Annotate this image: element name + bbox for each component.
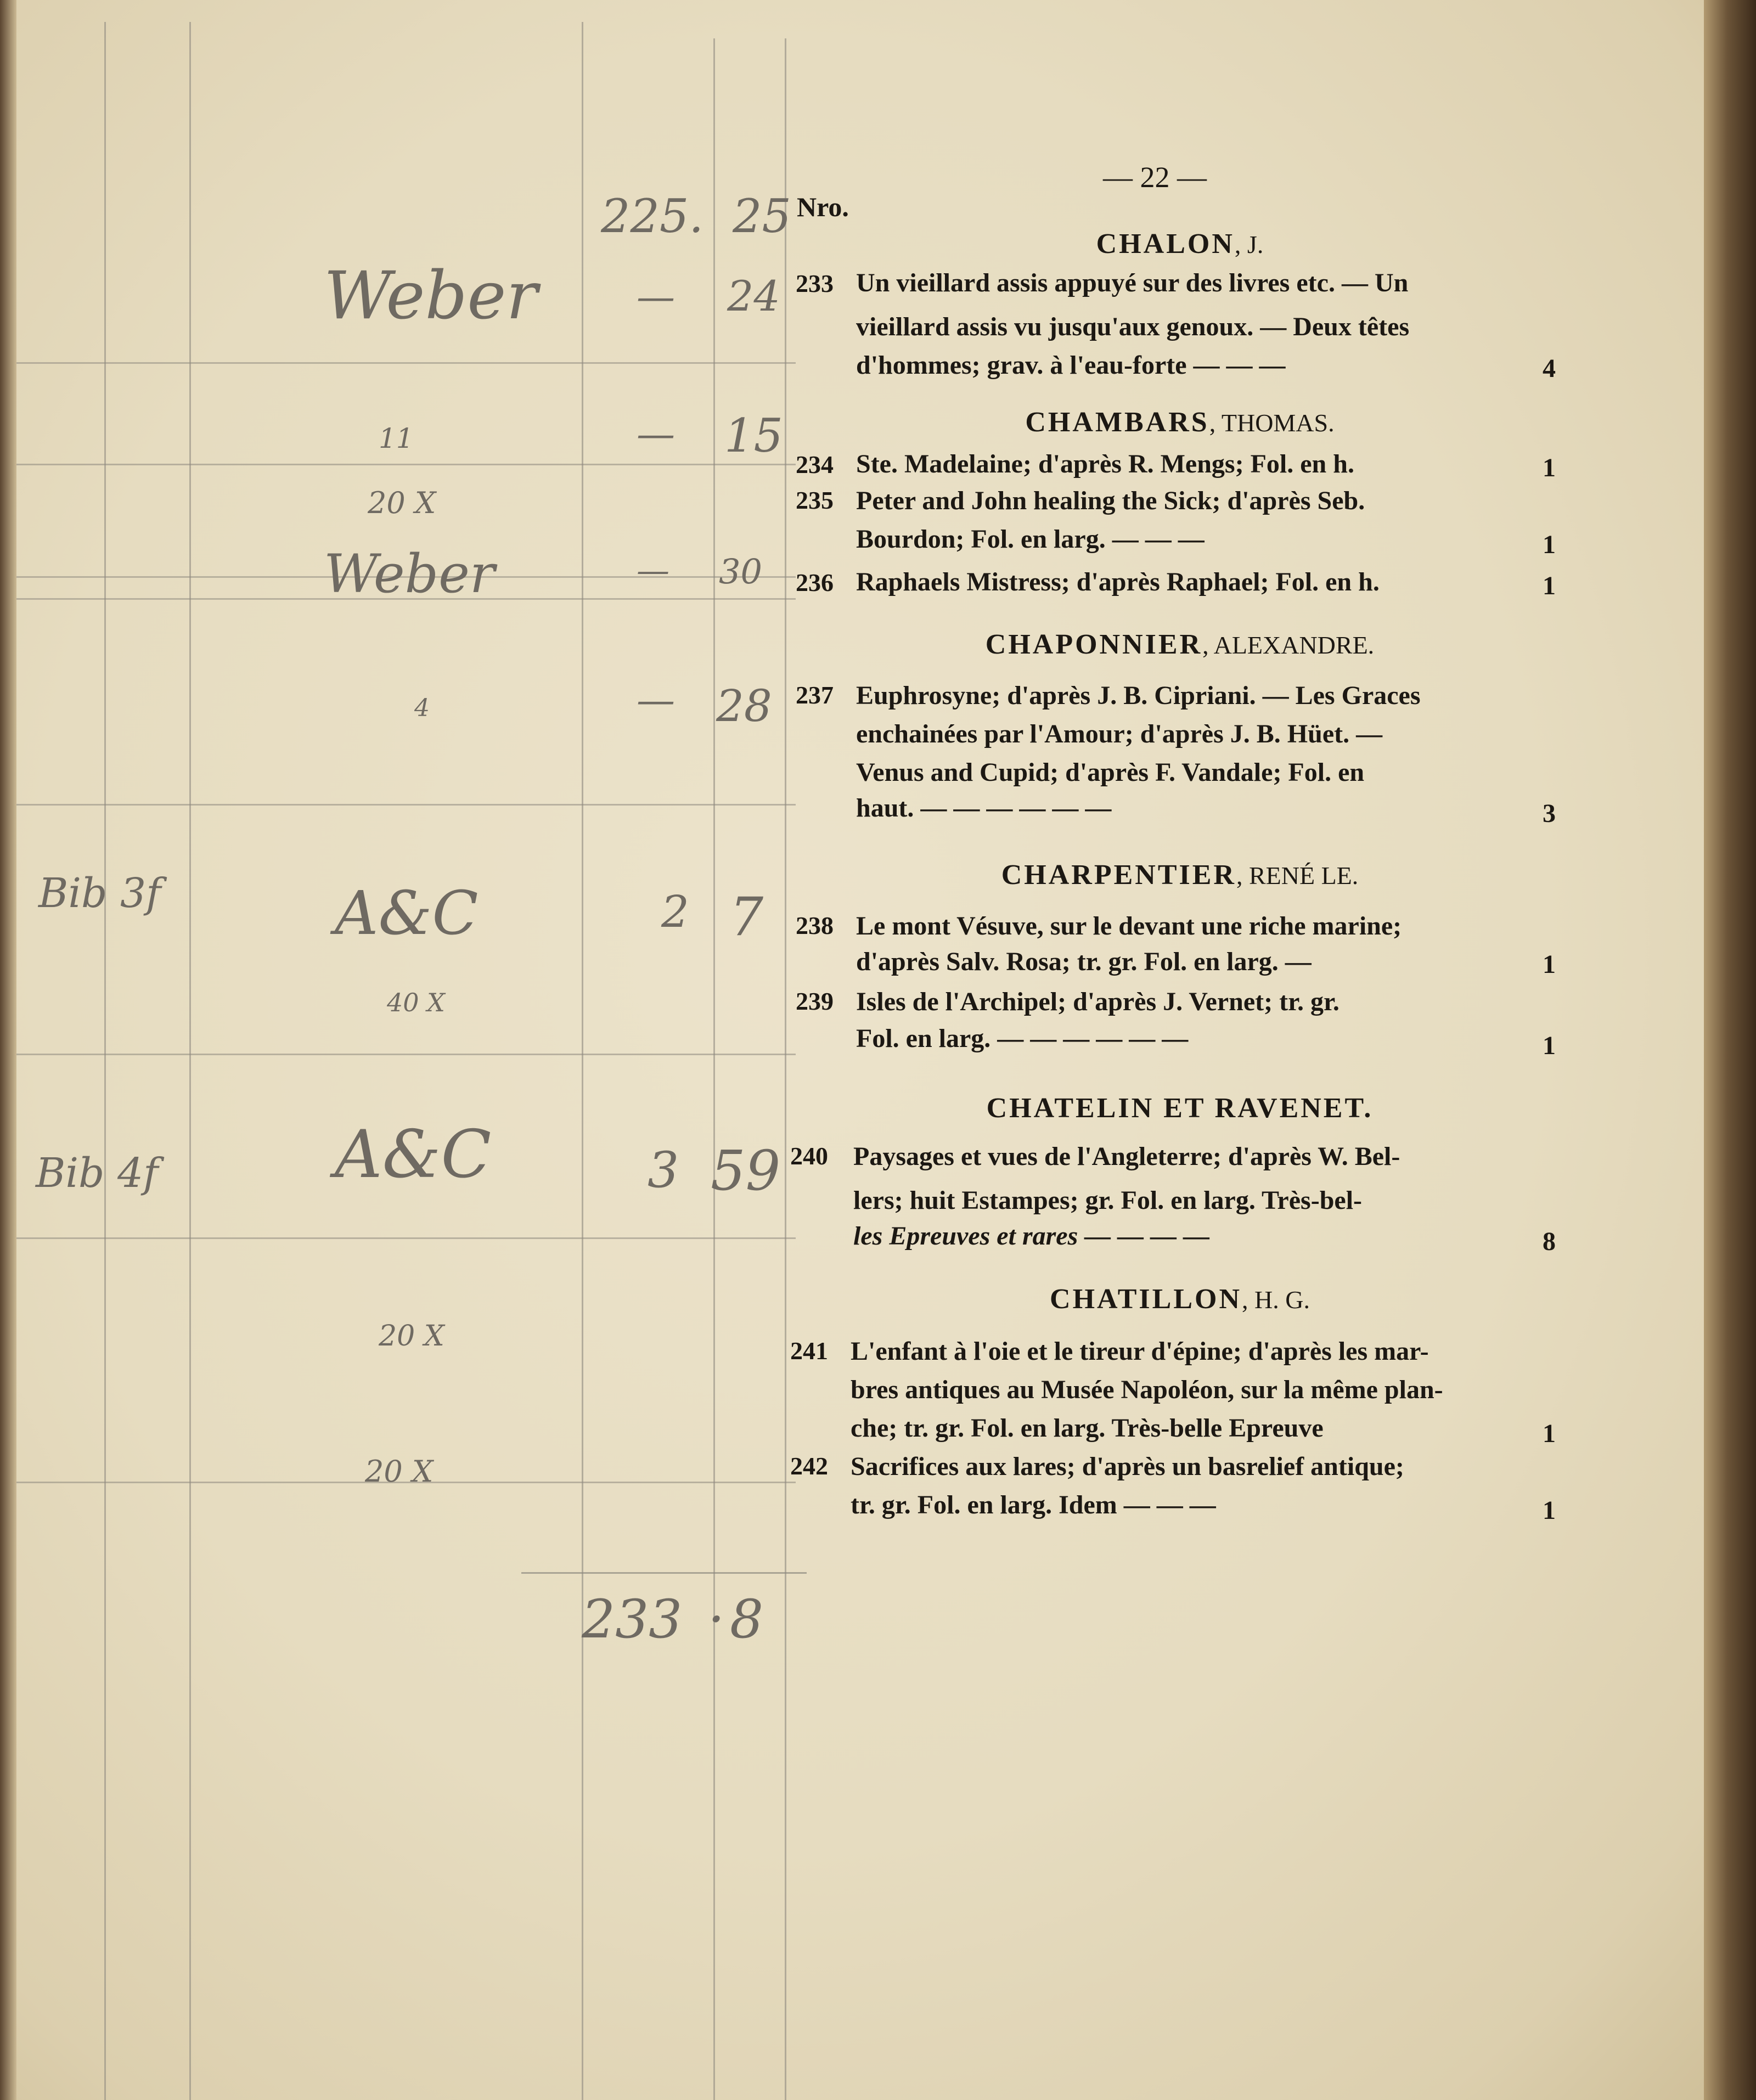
ledger-note: 20 X — [368, 486, 436, 520]
entry-number: 242 — [790, 1452, 828, 1480]
book-spine-edge — [1704, 0, 1756, 2100]
page-left-edge — [0, 0, 16, 2100]
entry-quantity: 1 — [1543, 1031, 1556, 1060]
ledger-c1: — — [637, 551, 669, 590]
ledger-c2: 30 — [719, 551, 762, 592]
ledger-top-left: 225. — [601, 189, 704, 243]
total-rule — [521, 1572, 807, 1574]
nro-label: Nro. — [797, 192, 849, 222]
page-number: — 22 — — [1103, 161, 1207, 194]
entry-line: enchainées par l'Amour; d'après J. B. Hüet. — — [856, 719, 1383, 748]
entry-line: Un vieillard assis appuyé sur des livres etc. — Un — [856, 268, 1409, 297]
ledger-rule — [16, 1054, 796, 1055]
entry-line: Isles de l'Archipel; d'après J. Vernet; tr. gr. — [856, 987, 1339, 1016]
entry-line: tr. gr. Fol. en larg. Idem — — — — [851, 1490, 1216, 1519]
ledger-c2: 28 — [716, 680, 772, 731]
entry-line: Paysages et vues de l'Angleterre; d'après W. Bel- — [853, 1142, 1400, 1171]
entry-number: 234 — [796, 451, 834, 478]
entry-line: Ste. Madelaine; d'après R. Mengs; Fol. en h. — [856, 449, 1354, 478]
entry-line: vieillard assis vu jusqu'aux genoux. — Deux têtes — [856, 312, 1410, 341]
entry-quantity: 1 — [1543, 1496, 1556, 1525]
entry-number: 241 — [790, 1337, 828, 1365]
ledger-total-dot: · — [708, 1589, 725, 1650]
ledger-bib: Bib 3f — [38, 870, 161, 917]
entry-number: 238 — [796, 911, 834, 939]
ledger-rule — [16, 1237, 796, 1239]
entry-line: Venus and Cupid; d'après F. Vandale; Fol. en — [856, 758, 1365, 787]
ledger-c2: 7 — [730, 886, 764, 948]
ledger-note: 11 — [379, 423, 414, 454]
ledger-total-left: 233 — [582, 1589, 683, 1650]
ledger-name: Weber — [324, 258, 538, 334]
ledger-note: 4 — [414, 694, 430, 722]
entry-quantity: 3 — [1543, 799, 1556, 828]
entry-line: Fol. en larg. — — — — — — — [856, 1024, 1189, 1053]
entry-quantity: 1 — [1543, 950, 1556, 979]
ledger-name: A&C — [335, 1117, 492, 1193]
section-heading: CHALON, J. — [1096, 228, 1264, 260]
ledger-rule — [713, 38, 715, 2100]
ledger-c1: — — [637, 412, 675, 457]
ledger-name: A&C — [335, 878, 479, 948]
entry-line: d'après Salv. Rosa; tr. gr. Fol. en larg. — — [856, 947, 1312, 976]
entry-line: bres antiques au Musée Napoléon, sur la même plan- — [851, 1375, 1443, 1404]
ledger-rule — [16, 362, 796, 364]
ledger-c1: — — [637, 274, 675, 319]
ledger-rule — [582, 22, 583, 2100]
ledger-c2: 59 — [711, 1139, 781, 1203]
ledger-rule — [16, 464, 796, 465]
ledger-c1: 3 — [648, 1141, 679, 1199]
entry-quantity: 4 — [1543, 354, 1556, 383]
entry-line: Euphrosyne; d'après J. B. Cipriani. — Les Graces — [856, 681, 1421, 710]
entry-number: 233 — [796, 269, 834, 297]
entry-number: 237 — [796, 681, 834, 709]
ledger-top-right: 25 — [733, 189, 791, 243]
entry-line: Bourdon; Fol. en larg. — — — — [856, 525, 1205, 554]
ledger-total-right: 8 — [730, 1589, 764, 1650]
entry-line: Raphaels Mistress; d'après Raphael; Fol. en h. — [856, 567, 1380, 596]
section-heading: CHARPENTIER, RENÉ LE. — [1001, 859, 1359, 891]
ledger-c2: 15 — [724, 409, 783, 463]
section-heading: CHAPONNIER, ALEXANDRE. — [985, 629, 1375, 660]
ledger-name: Weber — [324, 543, 495, 605]
entry-line: Sacrifices aux lares; d'après un basrelief antique; — [851, 1452, 1404, 1481]
entry-line: les Epreuves et rares — — — — — [853, 1221, 1210, 1251]
ledger-rule — [16, 804, 796, 806]
entry-quantity: 8 — [1543, 1227, 1556, 1256]
ledger-rule — [104, 22, 106, 2100]
entry-line: haut. — — — — — — — [856, 793, 1112, 823]
section-heading: CHATILLON, H. G. — [1050, 1283, 1310, 1315]
ledger-rule — [189, 22, 191, 2100]
entry-number: 236 — [796, 568, 834, 596]
section-heading: CHATELIN ET RAVENET. — [986, 1093, 1374, 1124]
entry-line: che; tr. gr. Fol. en larg. Très-belle Epreuve — [851, 1414, 1324, 1443]
entry-line: Le mont Vésuve, sur le devant une riche marine; — [856, 911, 1402, 941]
section-heading: CHAMBARS, THOMAS. — [1025, 407, 1335, 438]
entry-quantity: 1 — [1543, 571, 1556, 600]
ledger-c1: — — [637, 678, 675, 723]
ledger-note: 40 X — [387, 988, 445, 1017]
ledger-c2: 24 — [727, 272, 780, 320]
entry-line: Peter and John healing the Sick; d'après Seb. — [856, 486, 1365, 515]
entry-line: lers; huit Estampes; gr. Fol. en larg. Très-bel- — [853, 1186, 1363, 1215]
ledger-bib: Bib 4f — [36, 1150, 159, 1197]
ledger-note: 20 X — [379, 1320, 444, 1353]
entry-number: 240 — [790, 1142, 828, 1170]
entry-number: 235 — [796, 486, 834, 514]
ledger-c1: 2 — [661, 886, 689, 937]
entry-line: L'enfant à l'oie et le tireur d'épine; d'après les mar- — [851, 1337, 1429, 1366]
ledger-note: 20 X — [365, 1454, 434, 1489]
entry-line: d'hommes; grav. à l'eau-forte — — — — [856, 351, 1286, 380]
entry-quantity: 1 — [1543, 530, 1556, 559]
entry-quantity: 1 — [1543, 453, 1556, 482]
entry-number: 239 — [796, 987, 834, 1015]
ledger-rule — [785, 38, 786, 2100]
entry-quantity: 1 — [1543, 1419, 1556, 1448]
